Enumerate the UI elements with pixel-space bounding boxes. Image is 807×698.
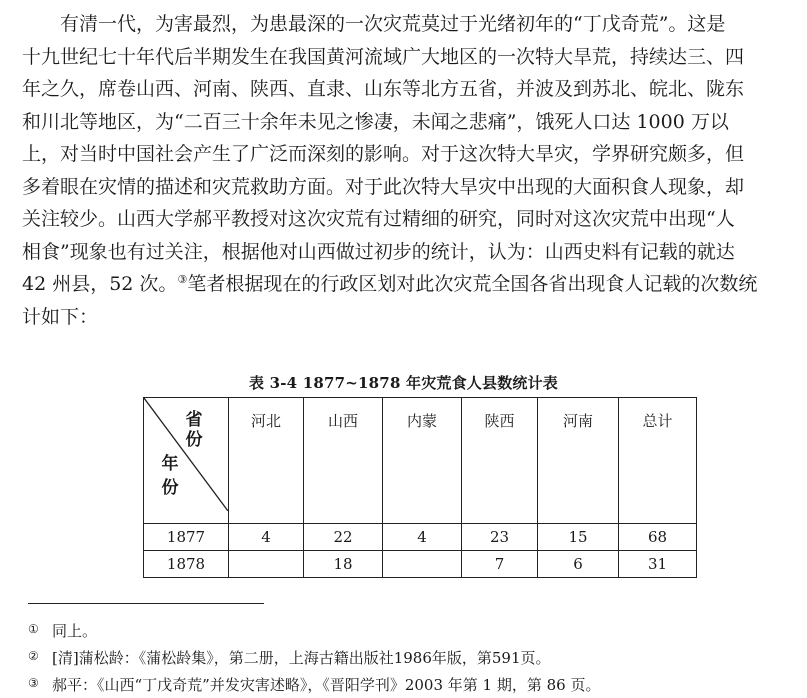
table-header-row [144,398,697,524]
table-caption: 表 3-4 1877~1878 年灾荒食人县数统计表 [248,374,559,392]
footnote-text: [清]蒲松龄：《蒲松龄集》，第二册，上海古籍出版社1986年版，第591页。 [52,649,551,667]
paragraph-line: 多着眼在灾情的描述和灾荒救助方面。对于此次特大旱灾中出现的大面积食人现象，却 [22,175,745,198]
statistics-table [143,397,697,578]
column-header: 总计 [619,398,697,524]
paragraph-line: 关注较少。山西大学郝平教授对这次灾荒有过精细的研究，同时对这次灾荒中出现“人 [22,208,735,230]
paragraph-line: 上，对当时中国社会产生了广泛而深刻的影响。对于这次特大旱灾，学界研究颇多，但 [22,143,745,165]
value-cell: 4 [229,524,304,551]
column-header: 山西 [304,398,383,524]
column-header: 河北 [229,398,304,524]
paragraph-line: 计如下： [22,305,99,328]
footnote-divider [28,603,264,604]
corner-label-bottom: 年 份 [161,454,179,498]
value-cell: 15 [538,524,619,551]
value-cell: 18 [304,551,383,578]
line-text: 42 州县，52 次。 [22,273,178,295]
body-paragraph [22,8,792,333]
value-cell [383,551,462,578]
paragraph-line: 年之久，席卷山西、河南、陕西、直隶、山东等北方五省，并波及到苏北、皖北、陇东 [22,78,745,100]
diagonal-header-cell [144,398,229,524]
value-cell: 7 [462,551,538,578]
table-row [144,524,697,551]
year-cell: 1878 [144,551,229,578]
total-cell: 68 [619,524,697,551]
paragraph-line [22,268,792,301]
footnote-text: 同上。 [52,622,98,640]
total-cell: 31 [619,551,697,578]
footnote [28,644,601,671]
column-header: 河南 [538,398,619,524]
paragraph-line: 相食”现象也有过关注，根据他对山西做过初步的统计，认为：山西史料有记载的就达 [22,240,735,263]
footnotes [28,617,601,698]
table-row [144,551,697,578]
footnote-text: 郝平：《山西“丁戊奇荒”并发灾害述略》，《晋阳学刊》2003 年第 1 期，第 86 页。 [52,676,601,694]
value-cell: 22 [304,524,383,551]
line-text: 笔者根据现在的行政区划对此次灾荒全国各省出现食人记载的次数统 [187,273,758,295]
footnote-mark: ② [28,649,39,663]
footnote-mark: ③ [28,676,39,690]
column-header: 陕西 [462,398,538,524]
paragraph-line: 十九世纪七十年代后半期发生在我国黄河流域广大地区的一次特大旱荒，持续达三、四 [22,45,745,68]
value-cell [229,551,304,578]
footnote-mark: ① [28,622,39,636]
footnote [28,617,601,644]
year-cell: 1877 [144,524,229,551]
value-cell: 23 [462,524,538,551]
paragraph-line: 和川北等地区，为“二百三十余年未见之惨凄，未闻之悲痛”，饿死人口达 1000 万以 [22,110,729,133]
corner-label-top: 省 份 [185,410,203,450]
column-header: 内蒙 [383,398,462,524]
value-cell: 4 [383,524,462,551]
paragraph-line: 有清一代，为害最烈，为患最深的一次灾荒莫过于光绪初年的“丁戊奇荒”。这是 [60,13,726,35]
value-cell: 6 [538,551,619,578]
footnote-reference[interactable]: ③ [177,273,188,286]
